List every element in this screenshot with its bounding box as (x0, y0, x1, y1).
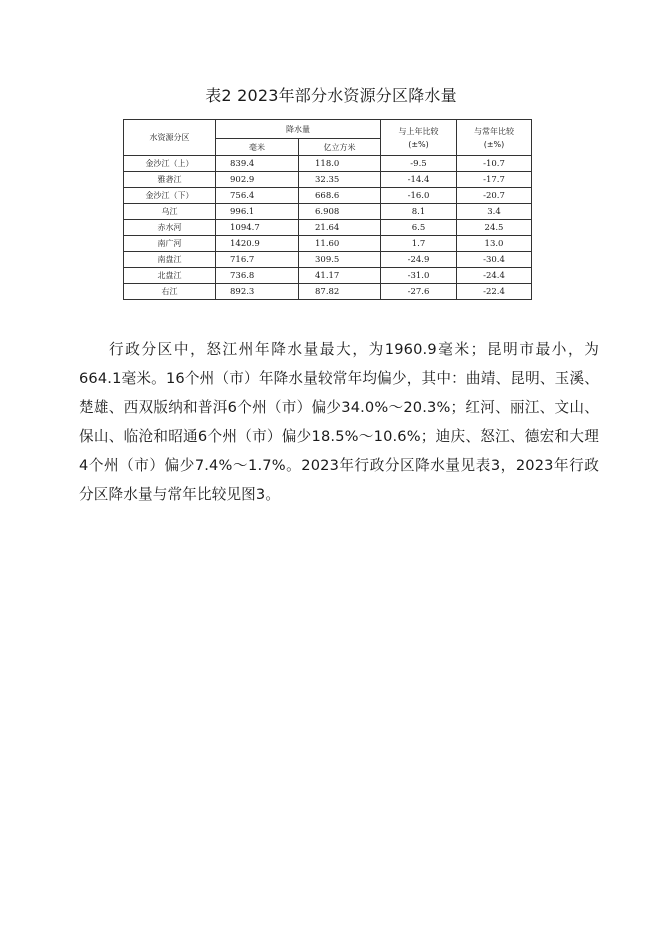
cell-region: 赤水河 (124, 220, 216, 236)
body-paragraph: 行政分区中，怒江州年降水量最大，为1960.9毫米；昆明市最小，为664.1毫米。16个州（市）年降水量较常年均偏少，其中：曲靖、昆明、玉溪、楚雄、西双版纳和普洱6个州（市）偏少34.0%～20.3%；红河、丽江、文山、保山、临沧和昭通6个州（市）偏少18.5%～10.6%；迪庆、怒江、德宏和大理4个州（市）偏少7.4%～1.7%。2023年行政分区降水量见表3，2023年行政分区降水量与常年比较见图3。 (79, 341, 599, 503)
cell-mm: 756.4 (216, 188, 299, 204)
cell-vs-normal: 24.5 (457, 220, 532, 236)
cell-vs-normal: 13.0 (457, 236, 532, 252)
cell-volume: 11.60 (299, 236, 381, 252)
cell-mm: 902.9 (216, 172, 299, 188)
precipitation-table (123, 119, 532, 300)
cell-mm: 839.4 (216, 156, 299, 172)
cell-region: 南盘江 (124, 252, 216, 268)
cell-region: 右江 (124, 284, 216, 300)
cell-vs-last-year: 8.1 (381, 204, 457, 220)
cell-volume: 32.35 (299, 172, 381, 188)
cell-volume: 21.64 (299, 220, 381, 236)
cell-vs-last-year: -31.0 (381, 268, 457, 284)
header-vs-normal: 与常年比较 (±%) (457, 120, 532, 156)
cell-vs-last-year: -16.0 (381, 188, 457, 204)
cell-mm: 892.3 (216, 284, 299, 300)
cell-volume: 118.0 (299, 156, 381, 172)
cell-vs-last-year: -27.6 (381, 284, 457, 300)
cell-vs-last-year: 1.7 (381, 236, 457, 252)
cell-vs-normal: -10.7 (457, 156, 532, 172)
table-row (124, 156, 532, 172)
table-row (124, 236, 532, 252)
table-title: 表2 2023年部分水资源分区降水量 (205, 86, 457, 105)
cell-region: 雅砻江 (124, 172, 216, 188)
cell-region: 金沙江（下） (124, 188, 216, 204)
table-row (124, 172, 532, 188)
cell-vs-last-year: 6.5 (381, 220, 457, 236)
header-volume: 亿立方米 (299, 139, 381, 156)
cell-vs-last-year: -24.9 (381, 252, 457, 268)
cell-volume: 87.82 (299, 284, 381, 300)
cell-vs-last-year: -9.5 (381, 156, 457, 172)
table-row (124, 220, 532, 236)
header-mm: 毫米 (216, 139, 299, 156)
header-precip-group: 降水量 (216, 120, 381, 139)
table-row (124, 284, 532, 300)
cell-volume: 668.6 (299, 188, 381, 204)
cell-mm: 996.1 (216, 204, 299, 220)
cell-mm: 716.7 (216, 252, 299, 268)
cell-region: 南广河 (124, 236, 216, 252)
cell-vs-last-year: -14.4 (381, 172, 457, 188)
cell-region: 北盘江 (124, 268, 216, 284)
cell-region: 乌江 (124, 204, 216, 220)
cell-volume: 41.17 (299, 268, 381, 284)
cell-mm: 1420.9 (216, 236, 299, 252)
cell-vs-normal: -24.4 (457, 268, 532, 284)
table-row (124, 252, 532, 268)
table-row (124, 188, 532, 204)
header-region: 水资源分区 (124, 120, 216, 156)
cell-vs-normal: -22.4 (457, 284, 532, 300)
cell-region: 金沙江（上） (124, 156, 216, 172)
header-vs-last-year: 与上年比较 (±%) (381, 120, 457, 156)
cell-mm: 1094.7 (216, 220, 299, 236)
cell-vs-normal: -30.4 (457, 252, 532, 268)
cell-mm: 736.8 (216, 268, 299, 284)
cell-vs-normal: -20.7 (457, 188, 532, 204)
cell-vs-normal: -17.7 (457, 172, 532, 188)
cell-volume: 309.5 (299, 252, 381, 268)
cell-vs-normal: 3.4 (457, 204, 532, 220)
table-row (124, 268, 532, 284)
table-row (124, 204, 532, 220)
cell-volume: 6.908 (299, 204, 381, 220)
